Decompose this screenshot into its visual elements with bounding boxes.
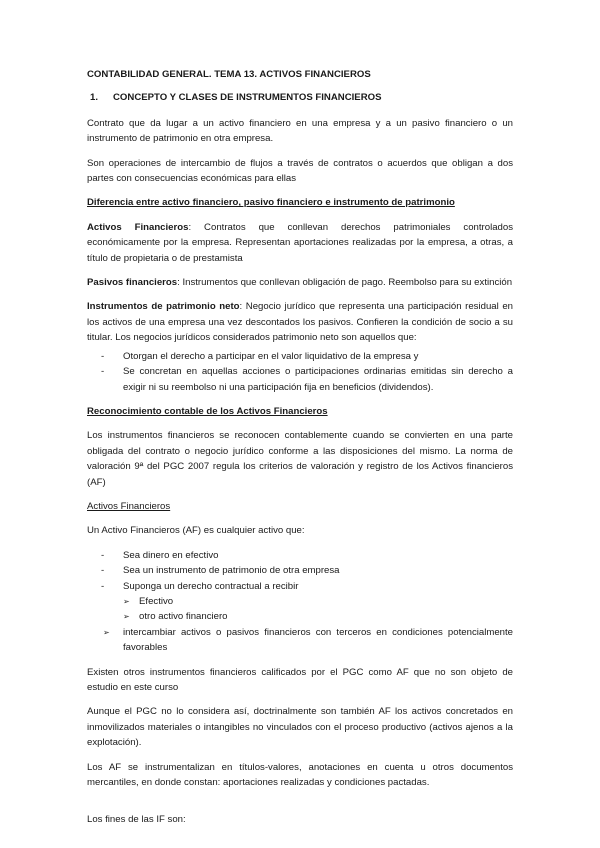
subheading-activos-financieros: Activos Financieros — [87, 500, 171, 512]
list-item: - Sea dinero en efectivo — [87, 548, 513, 563]
af-list — [87, 548, 513, 656]
section-title: CONCEPTO Y CLASES DE INSTRUMENTOS FINANCIEROS — [113, 92, 382, 104]
term-pasivos: Pasivos financieros — [87, 277, 178, 289]
paragraph-instrumentalizan: Los AF se instrumentalizan en títulos-valores, anotaciones en cuenta u otros documentos mercantiles, en donde constan: aportaciones realizadas y condiciones pactadas. — [87, 761, 513, 789]
dash-bullet: - — [101, 580, 105, 592]
term-activos: Activos Financieros — [87, 221, 189, 233]
dash-bullet: - — [101, 565, 105, 577]
paragraph-existen: Existen otros instrumentos financieros calificados por el PGC como AF que no son objeto de estudio en este curso — [87, 666, 513, 693]
paragraph-reconocimiento: Los instrumentos financieros se reconocen contablemente cuando se convierten en una parte obligada del contrato o negocio jurídico conforme a las disposiciones del mismo. La norma de valoración 9ª del PGC 2007 regula los criterios de valoración y registro de los Activos financieros (AF) — [87, 430, 513, 488]
list-item: - Sea un instrumento de patrimonio de otra empresa — [87, 563, 513, 578]
af-sub-list — [87, 594, 513, 625]
paragraph-pasivos-financieros — [87, 275, 513, 290]
dash-bullet: - — [101, 366, 105, 378]
paragraph-fines: Los fines de las IF son: — [87, 814, 186, 826]
document-title: CONTABILIDAD GENERAL. TEMA 13. ACTIVOS FINANCIEROS — [87, 69, 371, 80]
list-item: - Suponga un derecho contractual a recibir — [87, 579, 513, 594]
document-body — [87, 67, 513, 837]
paragraph-operaciones: Son operaciones de intercambio de flujos a través de contratos o acuerdos que obligan a dos partes con consecuencias económicas para ellas — [87, 157, 513, 185]
instrumentos-list — [87, 349, 513, 395]
paragraph-activos-financieros — [87, 220, 513, 266]
list-item: ➢ intercambiar activos o pasivos financieros con terceros en condiciones potencialmente favorables — [87, 625, 513, 656]
list-item: ➢ otro activo financiero — [87, 609, 513, 624]
paragraph-af-intro: Un Activo Financieros (AF) es cualquier activo que: — [87, 525, 305, 537]
list-item: ➢ Efectivo — [87, 594, 513, 609]
subheading-reconocimiento: Reconocimiento contable de los Activos Financieros — [87, 405, 328, 417]
arrow-bullet-icon: ➢ — [103, 627, 110, 637]
paragraph-aunque: Aunque el PGC no lo considera así, doctrinalmente son también AF los activos concretados en inmovilizados materiales o intangibles no vinculados con el proceso productivo (activos ajenos a la explotación). — [87, 706, 513, 749]
definition-instrumentos: : Negocio jurídico que representa una participación residual en los activos de una empresa una vez descontados los pasivos. Confieren la condición de socio a su titular. Los negocios jurídicos considerados patrimonio neto son aquellos que: — [87, 301, 513, 344]
list-item: - Otorgan el derecho a participar en el valor liquidativo de la empresa y — [87, 349, 513, 364]
paragraph-instrumentos-patrimonio — [87, 299, 513, 345]
definition-activos: : Contratos que conllevan derechos patrimoniales controlados económicamente por la empresa. Representan aportaciones realizadas por la empresa, a otras, a título de propietaria o de prestamista — [87, 221, 514, 264]
section-number: 1. — [90, 92, 99, 104]
arrow-bullet-icon: ➢ — [123, 612, 130, 622]
arrow-bullet-icon: ➢ — [123, 596, 130, 606]
dash-bullet: - — [101, 350, 105, 362]
paragraph-contrato: Contrato que da lugar a un activo financiero en una empresa y a un pasivo financiero o un instrumento de patrimonio en otra empresa. — [87, 117, 513, 145]
section-heading — [87, 90, 513, 105]
list-item: - Se concretan en aquellas acciones o participaciones ordinarias emitidas sin derecho a exigir ni su reembolso ni una participación fija en beneficios (dividendos). — [87, 364, 513, 395]
subheading-diferencia: Diferencia entre activo financiero, pasivo financiero e instrumento de patrimonio — [87, 197, 455, 209]
sub-list-container — [87, 594, 513, 625]
term-instrumentos: Instrumentos de patrimonio neto — [87, 301, 240, 313]
dash-bullet: - — [101, 549, 105, 561]
definition-pasivos: : Instrumentos que conllevan obligación de pago. Reembolso para su extinción — [177, 277, 513, 289]
